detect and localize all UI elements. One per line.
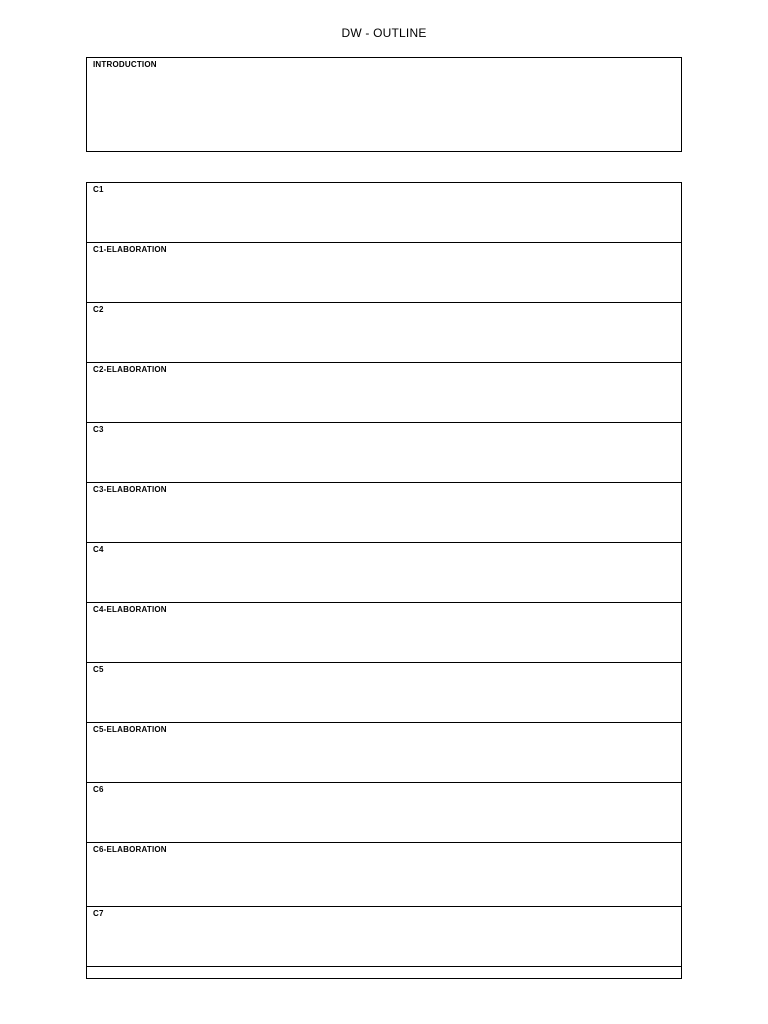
outline-row-c6-elaboration[interactable] bbox=[87, 843, 681, 907]
outline-row-c7[interactable] bbox=[87, 907, 681, 967]
outline-row-c5-elaboration[interactable] bbox=[87, 723, 681, 783]
outline-table bbox=[86, 182, 682, 979]
outline-row-c3-elaboration[interactable] bbox=[87, 483, 681, 543]
outline-row-label: C5 bbox=[93, 665, 104, 674]
outline-row-label: C3-ELABORATION bbox=[93, 485, 167, 494]
outline-row-label: C3 bbox=[93, 425, 104, 434]
outline-row-label: C1 bbox=[93, 185, 104, 194]
outline-row-label: C4 bbox=[93, 545, 104, 554]
outline-row-c5[interactable] bbox=[87, 663, 681, 723]
introduction-box[interactable] bbox=[86, 57, 682, 152]
outline-row-blank[interactable] bbox=[87, 967, 681, 978]
outline-row-label: C5-ELABORATION bbox=[93, 725, 167, 734]
outline-row-c3[interactable] bbox=[87, 423, 681, 483]
outline-row-c6[interactable] bbox=[87, 783, 681, 843]
outline-row-c1-elaboration[interactable] bbox=[87, 243, 681, 303]
outline-row-c4[interactable] bbox=[87, 543, 681, 603]
outline-row-label: C4-ELABORATION bbox=[93, 605, 167, 614]
page-title: DW - OUTLINE bbox=[341, 26, 427, 40]
outline-row-label: C2 bbox=[93, 305, 104, 314]
outline-row-label: C7 bbox=[93, 909, 104, 918]
outline-row-c2-elaboration[interactable] bbox=[87, 363, 681, 423]
outline-row-c2[interactable] bbox=[87, 303, 681, 363]
outline-row-c4-elaboration[interactable] bbox=[87, 603, 681, 663]
outline-row-label: C6 bbox=[93, 785, 104, 794]
introduction-label: INTRODUCTION bbox=[93, 60, 157, 69]
outline-row-label: C6-ELABORATION bbox=[93, 845, 167, 854]
outline-row-c1[interactable] bbox=[87, 183, 681, 243]
outline-row-label: C2-ELABORATION bbox=[93, 365, 167, 374]
outline-row-label: C1-ELABORATION bbox=[93, 245, 167, 254]
